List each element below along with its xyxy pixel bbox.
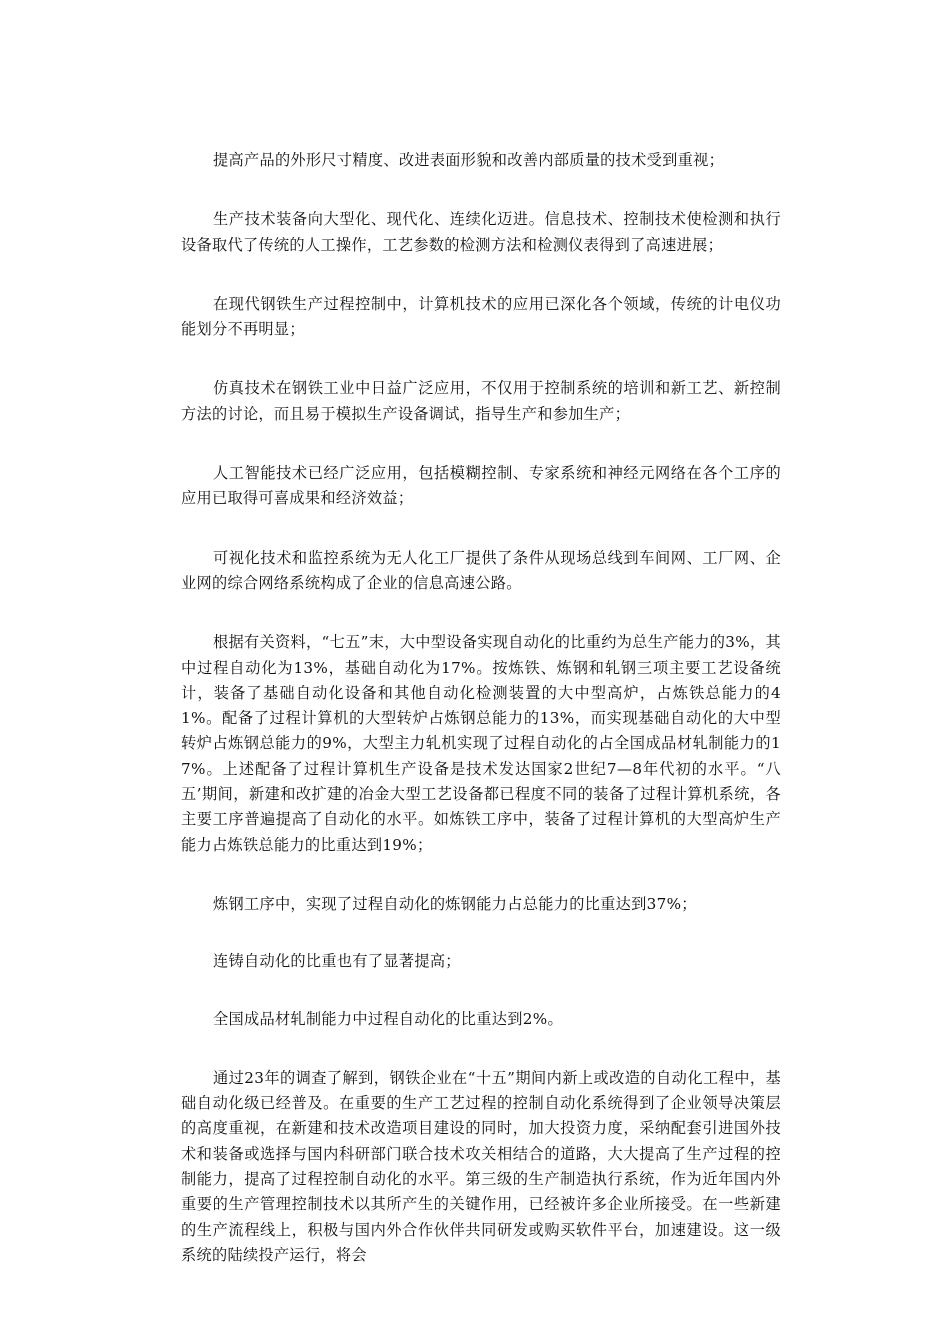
paragraph-2: 生产技术装备向大型化、现代化、连续化迈进。信息技术、控制技术使检测和执行设备取代了传统的人工操作，工艺参数的检测方法和检测仪表得到了高速进展； — [181, 210, 781, 254]
paragraph-7: 根据有关资料，“七五”末，大中型设备实现自动化的比重约为总生产能力的3%，其中过程自动化为13%，基础自动化为17%。按炼铁、炼钢和轧钢三项主要工艺设备统计，装备了基础自动化设备和其他自动化检测装置的大中型高炉，占炼铁总能力的41%。配备了过程计算机的大型转炉占炼钢总能力的13%，而实现基础自动化的大中型转炉占炼钢总能力的9%，大型主力轧机实现了过程自动化的占全国成品材轧制能力的17%。上述配备了过程计算机生产设备是技术发达国家2世纪7—8年代初的水平。“八五’期间，新建和改扩建的冶金大型工艺设备都已程度不同的装备了过程计算机系统，各主要工序普遍提高了自动化的水平。如炼铁工序中，装备了过程计算机的大型高炉生产能力占炼铁总能力的比重达到19%； — [181, 633, 781, 854]
paragraph-8: 炼钢工序中，实现了过程自动化的炼钢能力占总能力的比重达到37%； — [213, 894, 697, 913]
paragraph-5: 人工智能技术已经广泛应用，包括模糊控制、专家系统和神经元网络在各个工序的应用已取得可喜成果和经济效益； — [181, 464, 781, 508]
document-body — [181, 148, 781, 1302]
paragraph-10: 全国成品材轧制能力中过程自动化的比重达到2%。 — [213, 1009, 563, 1028]
paragraph-9: 连铸自动化的比重也有了显著提高； — [213, 952, 461, 971]
paragraph-11: 通过23年的调查了解到，钢铁企业在“十五”期间内新上或改造的自动化工程中，基础自动化级已经普及。在重要的生产工艺过程的控制自动化系统得到了企业领导决策层的高度重视，在新建和技术改造项目建设的同时，加大投资力度，采纳配套引进国外技术和装备或选择与国内科研部门联合技术攻关相结合的道路，大大提高了生产过程的控制能力，提高了过程控制自动化的水平。第三级的生产制造执行系统，作为近年国内外重要的生产管理控制技术以其所产生的关键作用，已经被许多企业所接受。在一些新建的生产流程线上，积极与国内外合作伙伴共同研发或购买软件平台，加速建设。这一级系统的陆续投产运行，将会 — [181, 1068, 781, 1264]
paragraph-3: 在现代钢铁生产过程控制中，计算机技术的应用已深化各个领域，传统的计电仪功能划分不再明显； — [181, 294, 781, 339]
paragraph-4: 仿真技术在钢铁工业中日益广泛应用，不仅用于控制系统的培训和新工艺、新控制方法的讨论，而且易于模拟生产设备调试，指导生产和参加生产； — [181, 379, 781, 423]
paragraph-6: 可视化技术和监控系统为无人化工厂提供了条件从现场总线到车间网、工厂网、企业网的综合网络系统构成了企业的信息高速公路。 — [181, 548, 781, 592]
paragraph-1: 提高产品的外形尺寸精度、改进表面形貌和改善内部质量的技术受到重视； — [213, 151, 725, 169]
